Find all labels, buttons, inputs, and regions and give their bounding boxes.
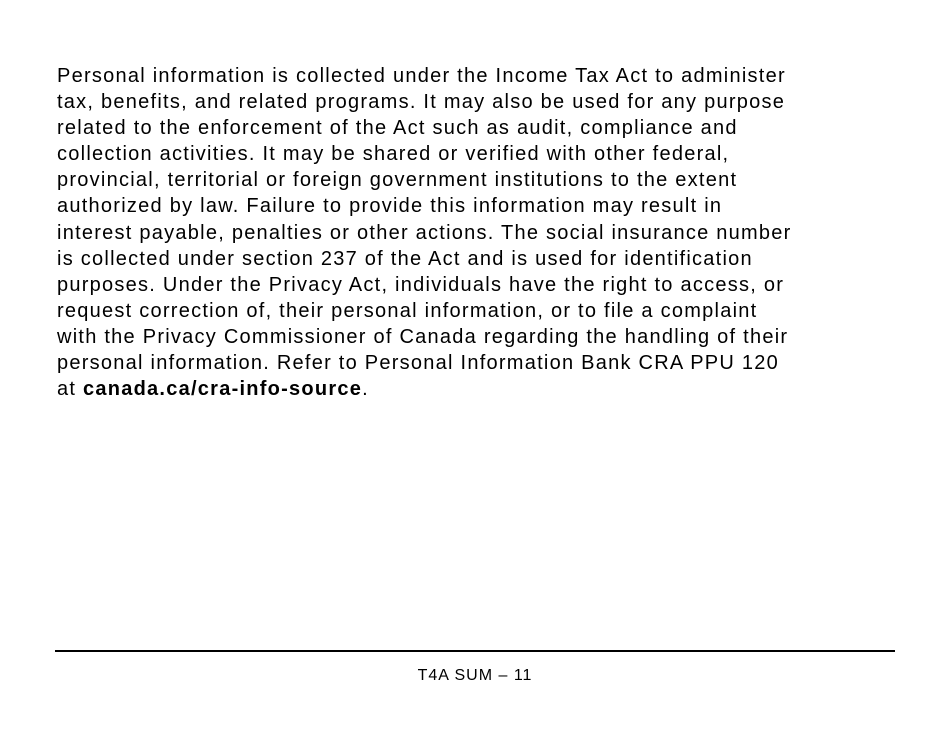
paragraph-line: request correction of, their personal information, or to file a complaint xyxy=(57,299,758,322)
cra-info-source-link[interactable]: canada.ca/cra-info-source xyxy=(83,378,363,401)
paragraph-last-line xyxy=(57,376,907,402)
paragraph-line: personal information. Refer to Personal Information Bank CRA PPU 120 xyxy=(57,352,779,375)
paragraph-line: Personal information is collected under the Income Tax Act to administer xyxy=(57,65,786,87)
paragraph-line: is collected under section 237 of the Act and is used for identification xyxy=(57,247,753,270)
privacy-notice-paragraph xyxy=(57,63,907,402)
footer-divider xyxy=(55,650,895,652)
last-line-suffix: . xyxy=(362,378,369,401)
paragraph-line: with the Privacy Commissioner of Canada regarding the handling of their xyxy=(57,325,789,348)
paragraph-line: provincial, territorial or foreign government institutions to the extent xyxy=(57,169,738,192)
paragraph-line: interest payable, penalties or other actions. The social insurance number xyxy=(57,221,792,244)
paragraph-line: authorized by law. Failure to provide this information may result in xyxy=(57,195,723,218)
paragraph-line: purposes. Under the Privacy Act, individuals have the right to access, or xyxy=(57,273,785,296)
paragraph-line: collection activities. It may be shared or verified with other federal, xyxy=(57,143,730,166)
last-line-prefix: at xyxy=(57,378,83,401)
page-footer-label: T4A SUM – 11 xyxy=(417,667,533,684)
paragraph-line: tax, benefits, and related programs. It may also be used for any purpose xyxy=(57,91,786,114)
paragraph-line: related to the enforcement of the Act such as audit, compliance and xyxy=(57,117,738,140)
